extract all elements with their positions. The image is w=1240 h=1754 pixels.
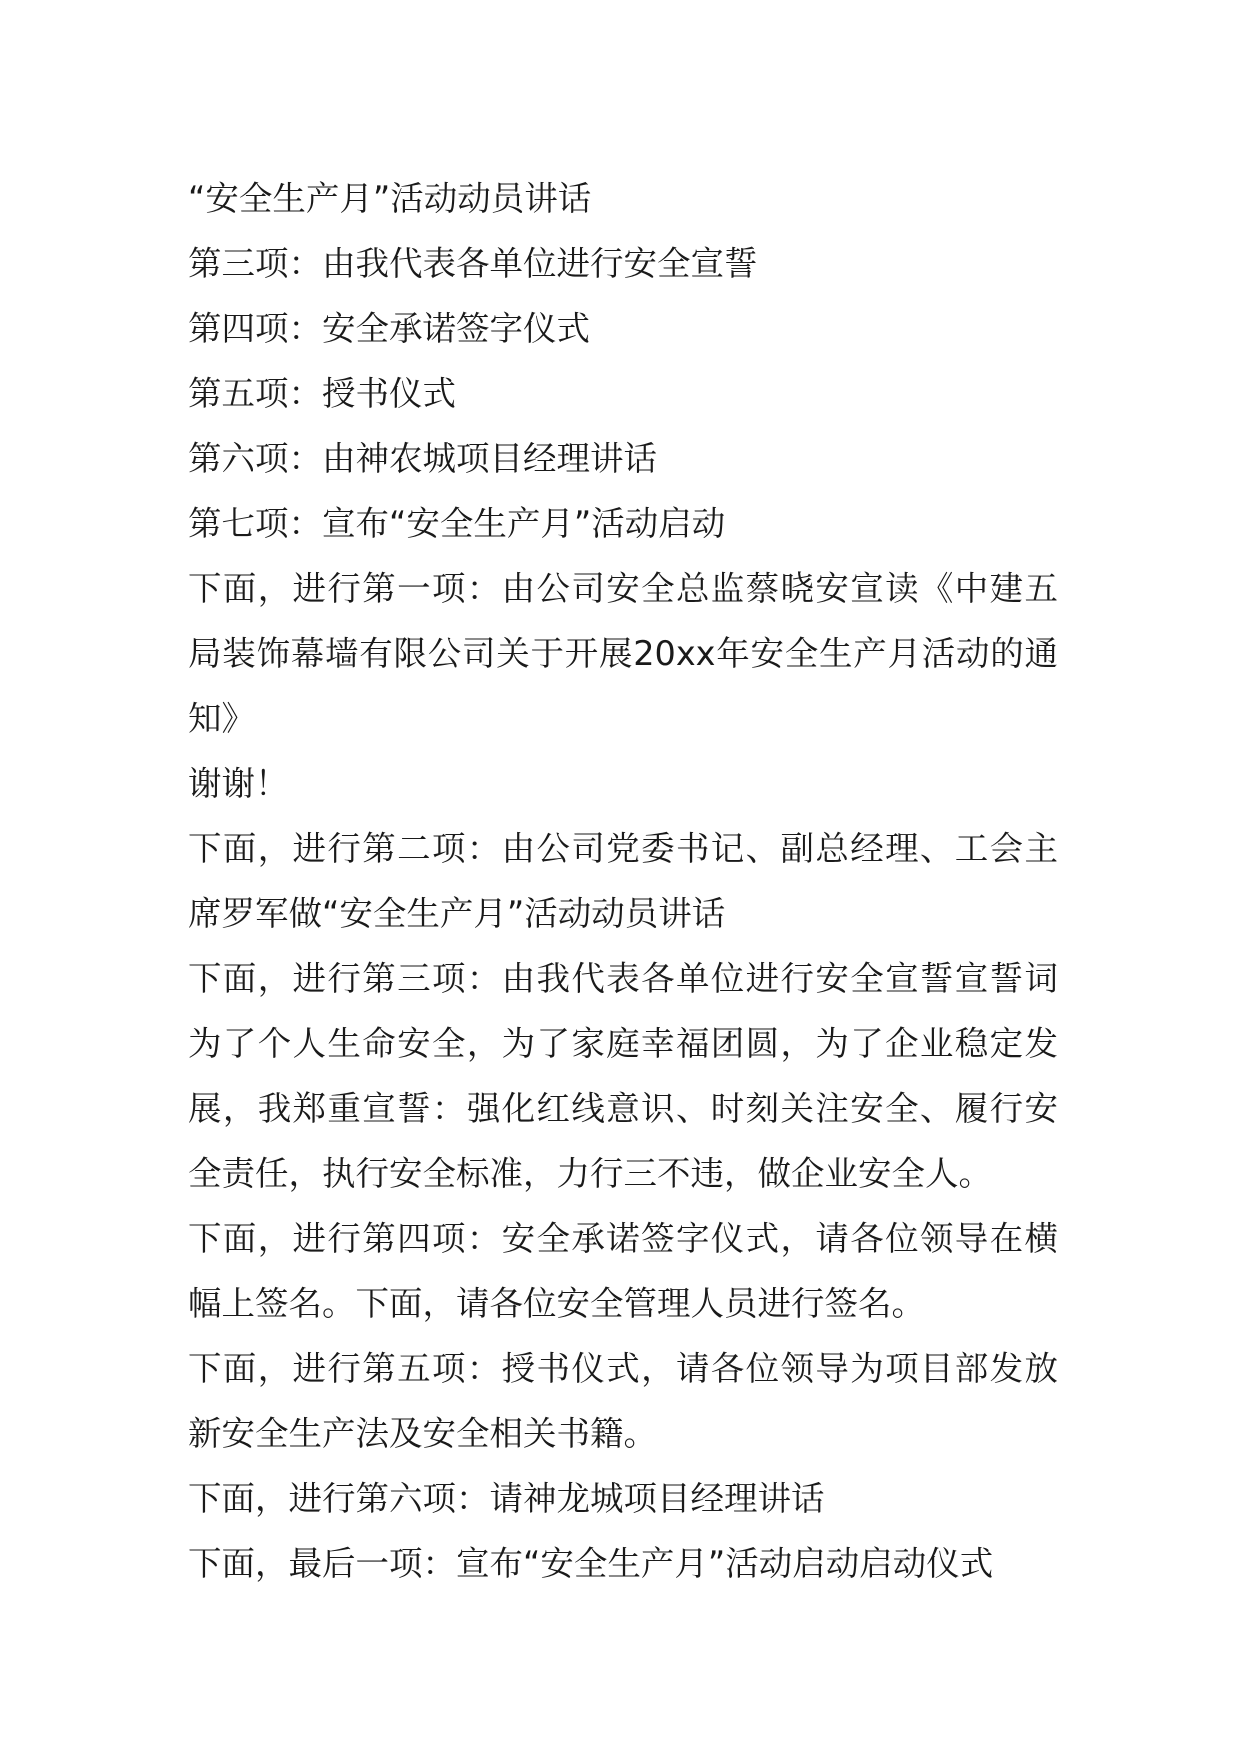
paragraph-item-7: 第七项：宣布“安全生产月”活动启动: [188, 504, 726, 543]
paragraph-step-6: 下面，进行第六项：请神龙城项目经理讲话: [188, 1479, 825, 1518]
paragraph-speech-title: “安全生产月”活动动员讲话: [188, 179, 592, 218]
paragraph-step-5: 下面，进行第五项：授书仪式，请各位领导为项目部发放新安全生产法及安全相关书籍。: [188, 1349, 1058, 1453]
paragraph-step-4: 下面，进行第四项：安全承诺签字仪式，请各位领导在横幅上签名。下面，请各位安全管理人员进行签名。: [188, 1219, 1058, 1323]
paragraph-step-2: 下面，进行第二项：由公司党委书记、副总经理、工会主席罗军做“安全生产月”活动动员讲话: [188, 829, 1058, 933]
paragraph-step-3-oath: 下面，进行第三项：由我代表各单位进行安全宣誓宣誓词为了个人生命安全，为了家庭幸福团圆，为了企业稳定发展，我郑重宣誓：强化红线意识、时刻关注安全、履行安全责任，执行安全标准，力行三不违，做企业安全人。: [188, 959, 1058, 1193]
paragraph-item-6: 第六项：由神农城项目经理讲话: [188, 439, 657, 478]
paragraph-item-3: 第三项：由我代表各单位进行安全宣誓: [188, 244, 758, 283]
paragraph-item-5: 第五项：授书仪式: [188, 374, 456, 413]
paragraph-thanks: 谢谢！: [188, 764, 289, 803]
paragraph-step-1: 下面，进行第一项：由公司安全总监蔡晓安宣读《中建五局装饰幕墙有限公司关于开展20xx年安全生产月活动的通知》: [188, 569, 1058, 738]
paragraph-item-4: 第四项：安全承诺签字仪式: [188, 309, 590, 348]
paragraph-final-step: 下面，最后一项：宣布“安全生产月”活动启动启动仪式: [188, 1544, 994, 1583]
document-body: [188, 166, 1058, 1596]
